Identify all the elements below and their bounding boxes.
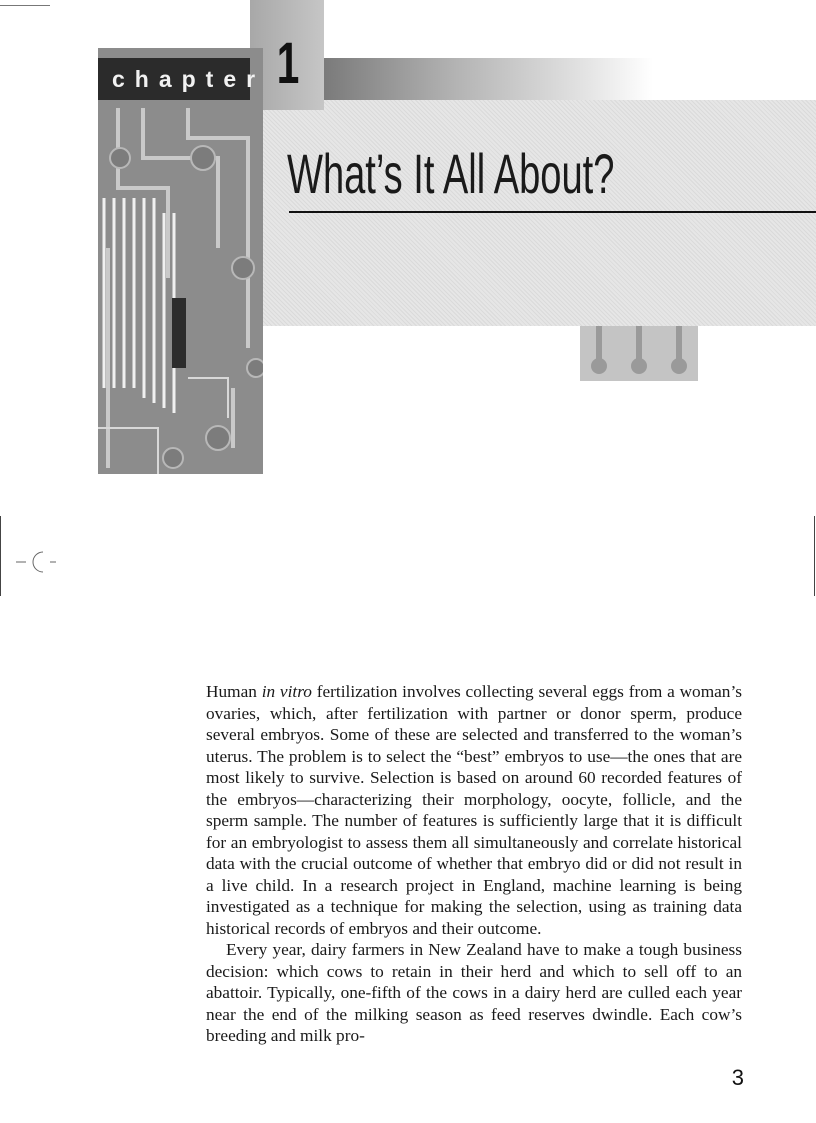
italic-term: in vitro [261, 682, 312, 701]
body-text [206, 681, 742, 1047]
chapter-title: What’s It All About? [287, 142, 615, 205]
registration-line-left [0, 516, 1, 596]
header-gradient-bar [323, 58, 653, 100]
probe-pins-graphic [580, 326, 698, 381]
chapter-label: chapter [112, 66, 266, 92]
page-number: 3 [731, 1065, 744, 1090]
circuit-board-graphic [98, 48, 266, 474]
paragraph [206, 681, 742, 939]
decorative-image-strip [580, 326, 698, 381]
paragraph-text: fertilization involves collecting several eggs from a woman’s ovaries, which, after fertilization with partner or donor sperm, produce several embryos. Some of these are selected and transferred to the woman’s uterus. The problem is to select the “best” embryos to use—the ones that are most likely to survive. Selection is based on around 60 recorded features of the embryos—characterizing their morphology, oocyte, follicle, and the sperm sample. The number of features is sufficiently large that it is difficult for an embryologist to assess them all simultaneously and correlate historical data with the crucial outcome of whether that embryo did or did not result in a live child. In a research project in England, machine learning is being investigated as a technique for making the selection, using as training data historical records of embryos and their outcome. [206, 682, 742, 938]
crop-mark [0, 5, 50, 6]
paragraph: Every year, dairy farmers in New Zealand have to make a tough business decision: which cows to retain in their herd and which to sell off to an abattoir. Typically, one-fifth of the cows in a dairy herd are culled each year near the end of the milking season as feed reserves dwindle. Each cow’s breeding and milk pro- [206, 940, 742, 1045]
registration-mark [12, 548, 58, 574]
chapter-number: 1 [276, 31, 300, 96]
title-underline [289, 211, 816, 213]
paragraph-text: Human [206, 682, 262, 701]
registration-line-right [814, 516, 815, 596]
title-background-panel [263, 100, 816, 326]
circuit-board-image [98, 48, 266, 474]
